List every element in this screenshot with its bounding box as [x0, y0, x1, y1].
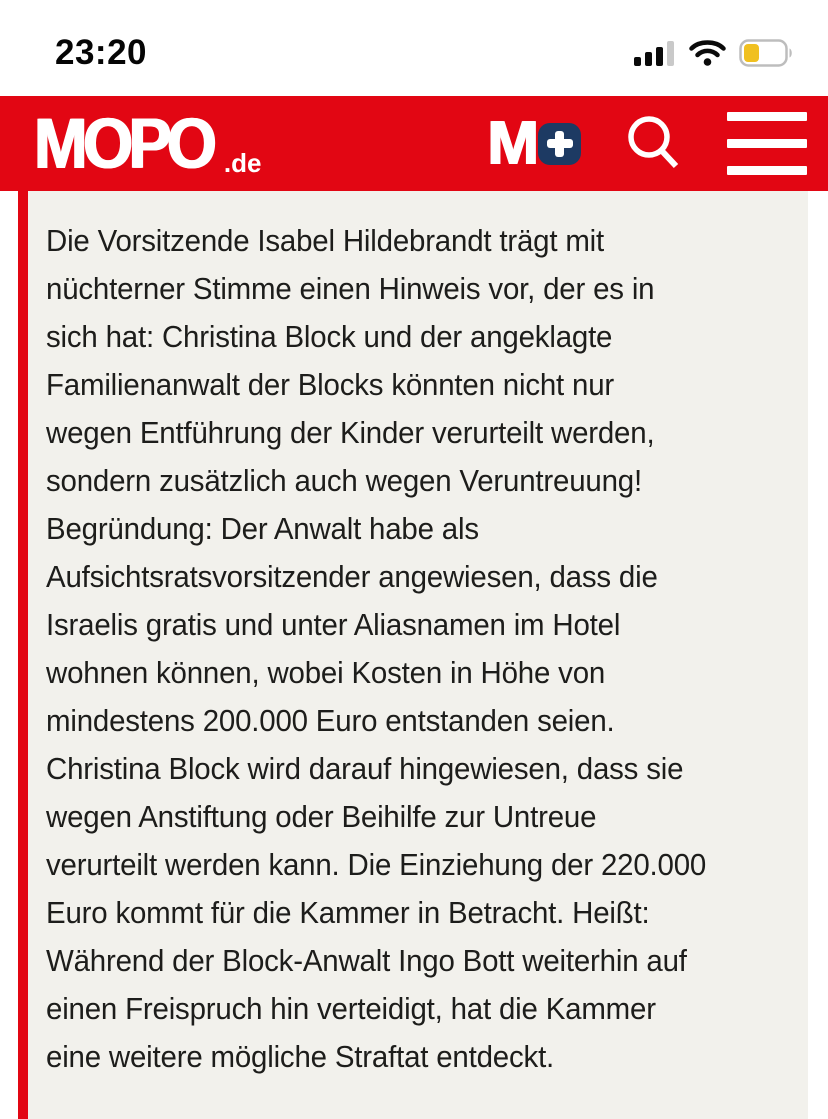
- mopo-logo[interactable]: [34, 103, 262, 183]
- wifi-icon: [689, 39, 726, 67]
- article-line: Israelis gratis und unter Aliasnamen im Hotel: [46, 607, 621, 642]
- article-line: sondern zusätzlich auch wegen Veruntreuung!: [46, 463, 642, 498]
- site-header: [0, 96, 828, 191]
- article-line: nüchterner Stimme einen Hinweis vor, der es in: [46, 271, 655, 306]
- article-line: wegen Entführung der Kinder verurteilt werden,: [46, 415, 655, 450]
- header-actions: [487, 108, 807, 178]
- article-line: eine weitere mögliche Straftat entdeckt.: [46, 1039, 555, 1074]
- article-line: sich hat: Christina Block und der angeklagte: [46, 319, 613, 354]
- logo-text: MOPO: [34, 103, 213, 183]
- article-line: wohnen können, wobei Kosten in Höhe von: [46, 655, 606, 690]
- article-content: [0, 191, 828, 1119]
- article-line: einen Freispruch hin verteidigt, hat die Kammer: [46, 991, 656, 1026]
- status-icons: [634, 39, 794, 67]
- article-lines: [46, 217, 770, 1081]
- article-paragraph: [28, 191, 808, 1119]
- status-bar: [0, 0, 828, 96]
- search-button[interactable]: [623, 113, 685, 175]
- battery-icon: [739, 39, 794, 67]
- article-line: Aufsichtsratsvorsitzender angewiesen, dass die: [46, 559, 658, 594]
- article-line: Christina Block wird darauf hingewiesen, dass sie: [46, 751, 684, 786]
- article-line: Euro kommt für die Kammer in Betracht. Heißt:: [46, 895, 650, 930]
- article-line: Familienanwalt der Blocks könnten nicht nur: [46, 367, 615, 402]
- article-line: wegen Anstiftung oder Beihilfe zur Untreue: [46, 799, 597, 834]
- mplus-button[interactable]: [487, 108, 581, 178]
- menu-button[interactable]: [727, 112, 807, 175]
- menu-icon: [727, 166, 807, 175]
- article-line: mindestens 200.000 Euro entstanden seien.: [46, 703, 615, 738]
- article-line: Die Vorsitzende Isabel Hildebrandt trägt mit: [46, 223, 605, 258]
- left-gutter: [0, 191, 18, 1119]
- article-accent-bar: [18, 191, 28, 1119]
- article-line: Während der Block-Anwalt Ingo Bott weiterhin auf: [46, 943, 687, 978]
- cellular-signal-icon: [634, 39, 676, 67]
- plus-badge-icon: [538, 123, 581, 165]
- logo-suffix: .de: [223, 147, 262, 178]
- article-line: verurteilt werden kann. Die Einziehung der 220.000: [46, 847, 707, 882]
- mplus-label: M: [487, 108, 537, 178]
- menu-icon: [727, 139, 807, 148]
- menu-icon: [727, 112, 807, 121]
- search-icon: [631, 119, 667, 155]
- article-line: Begründung: Der Anwalt habe als: [46, 511, 479, 546]
- status-time: 23:20: [55, 33, 148, 72]
